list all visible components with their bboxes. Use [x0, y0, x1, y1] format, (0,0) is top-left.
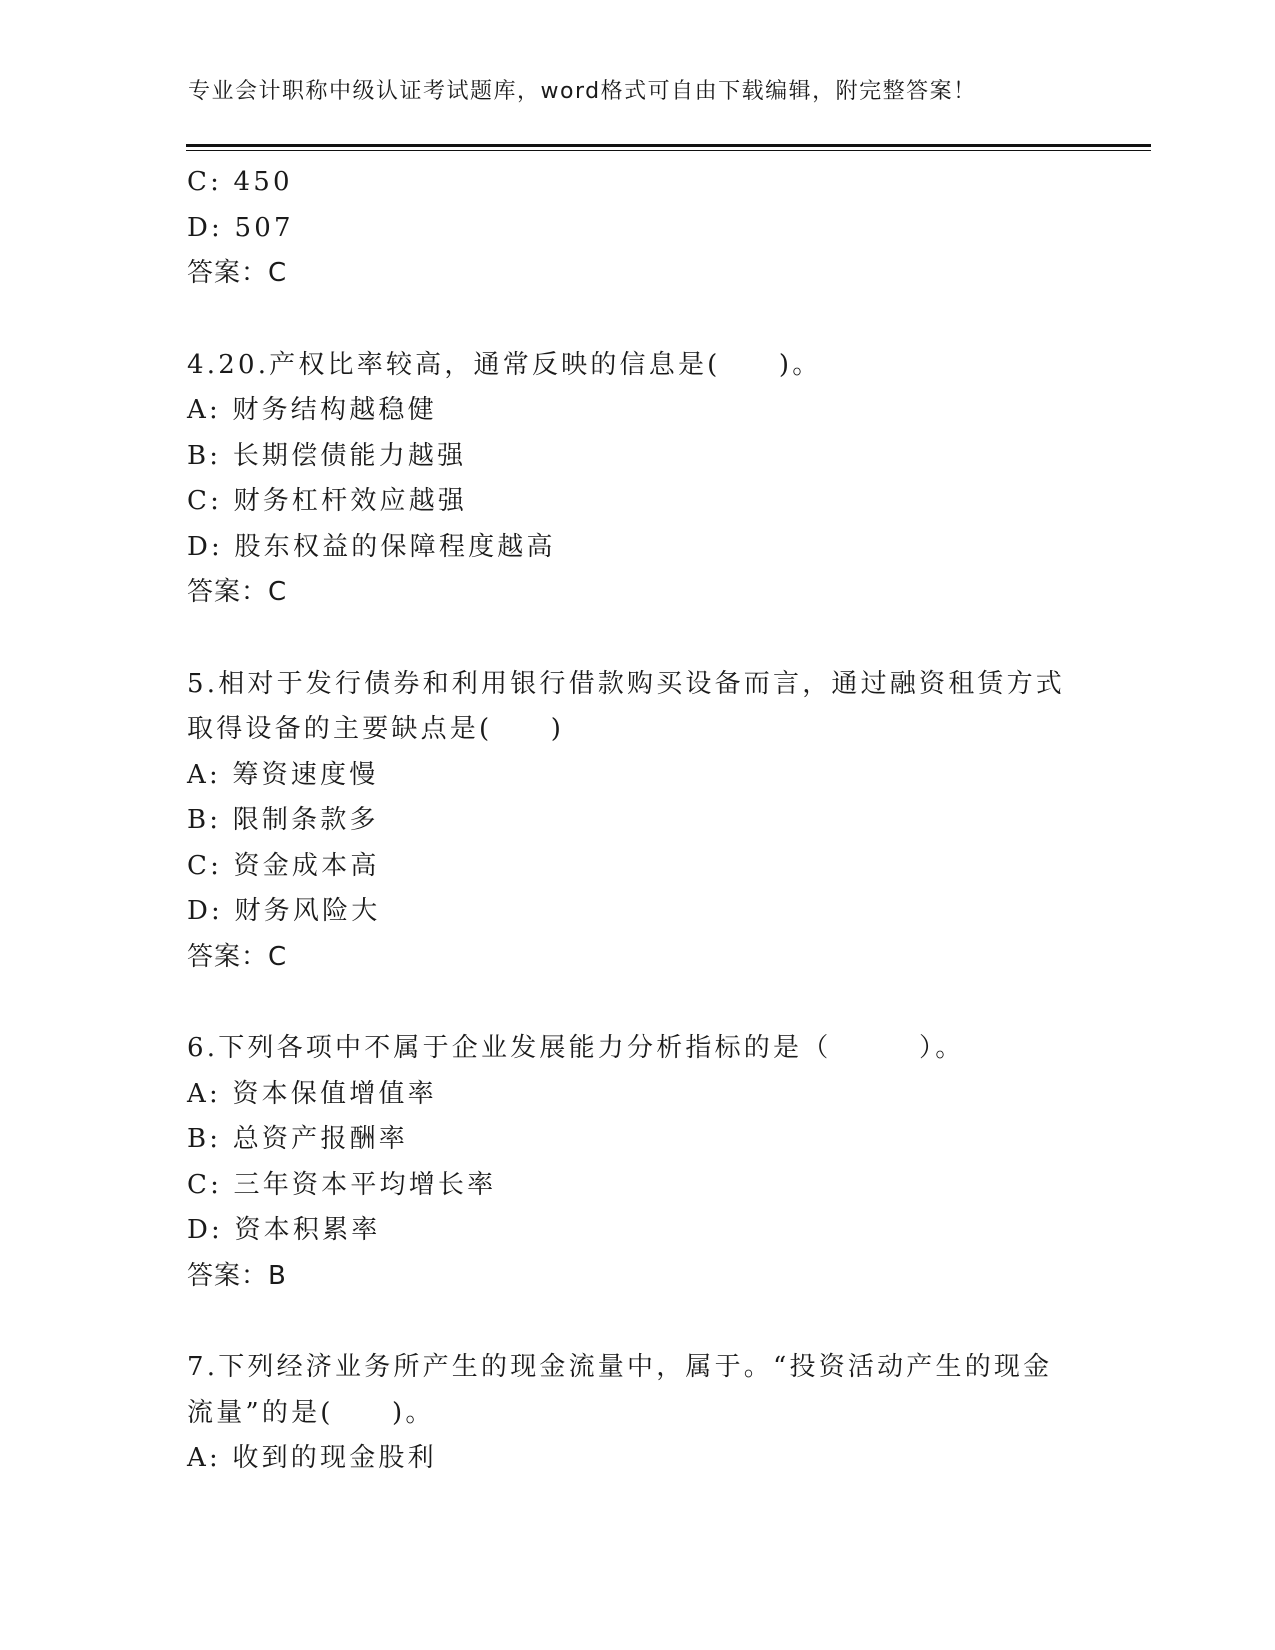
q5-option-a: A: 筹资速度慢 [187, 759, 379, 790]
question-content [187, 160, 1087, 1482]
header-divider-thin [186, 150, 1151, 151]
q7-option-a: A: 收到的现金股利 [187, 1443, 437, 1473]
q6-answer: 答案：B [187, 1260, 287, 1291]
q5-answer: 答案：C [187, 941, 288, 972]
q4-option-d: D: 股东权益的保障程度越高 [187, 531, 556, 562]
q5-stem-line2: 取得设备的主要缺点是( ) [187, 714, 565, 744]
q3-option-d: D: 507 [187, 212, 294, 243]
q5-stem-line1: 5.相对于发行债券和利用银行借款购买设备而言，通过融资租赁方式 [187, 668, 1066, 699]
q3-option-c: C: 450 [187, 167, 293, 197]
q6-stem: 6.下列各项中不属于企业发展能力分析指标的是（ ）。 [187, 1033, 965, 1063]
q6-option-c: C: 三年资本平均增长率 [187, 1169, 497, 1200]
q7-stem-line2: 流量”的是( )。 [187, 1397, 435, 1428]
q5-option-d: D: 财务风险大 [187, 896, 381, 926]
q4-option-a: A: 财务结构越稳健 [187, 395, 437, 425]
spacer [187, 297, 1087, 343]
spacer [187, 616, 1087, 662]
q5-option-b: B: 限制条款多 [187, 805, 379, 835]
q4-option-b: B: 长期偿债能力越强 [187, 440, 467, 471]
q6-option-d: D: 资本积累率 [187, 1215, 381, 1245]
q3-answer: 答案：C [187, 258, 288, 288]
spacer [187, 1299, 1087, 1345]
q4-answer: 答案：C [187, 577, 288, 607]
q6-option-a: A: 资本保值增值率 [187, 1078, 437, 1109]
header-divider [186, 144, 1151, 147]
page-header: 专业会计职称中级认证考试题库，word格式可自由下载编辑，附完整答案！ [188, 79, 977, 104]
q4-option-c: C: 财务杠杆效应越强 [187, 486, 468, 516]
q4-stem: 4.20.产权比率较高，通常反映的信息是( )。 [187, 349, 822, 380]
q7-stem-line1: 7.下列经济业务所产生的现金流量中，属于。“投资活动产生的现金 [187, 1352, 1053, 1382]
q6-option-b: B: 总资产报酬率 [187, 1124, 408, 1154]
spacer [187, 980, 1087, 1026]
q5-option-c: C: 资金成本高 [187, 850, 380, 881]
